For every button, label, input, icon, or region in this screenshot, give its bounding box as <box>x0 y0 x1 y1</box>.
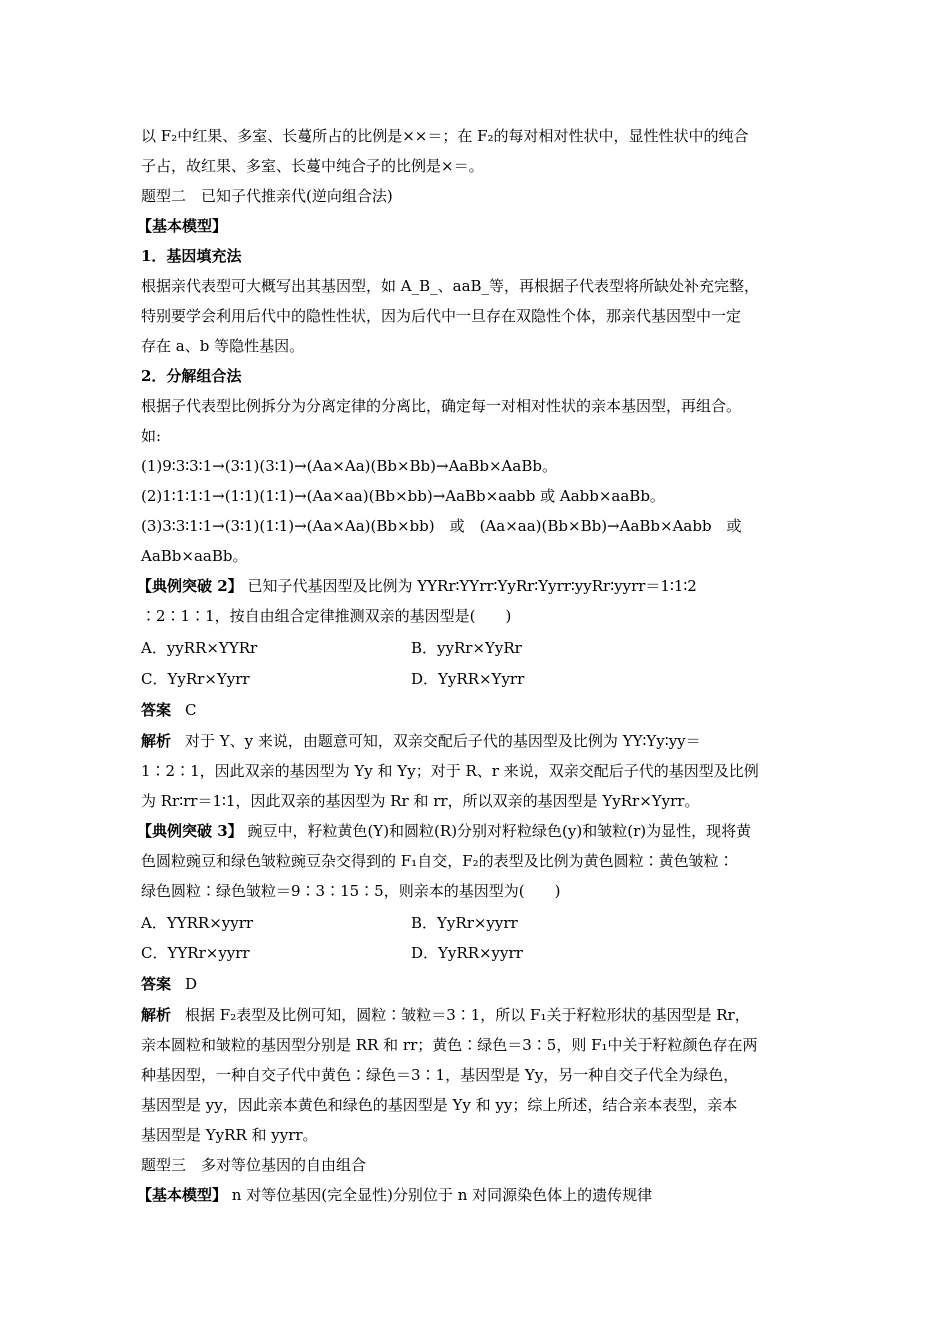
explanation-line: 基因型是 YyRR 和 yyrr。 <box>141 1126 318 1144</box>
explanation-line: 1∶2∶1，因此双亲的基因型为 Yy 和 Yy；对于 R、r 来说，双亲交配后子代的基因型及比例 <box>141 762 759 780</box>
answer-value: D <box>185 975 198 993</box>
case3-label: 【典例突破 3】 <box>137 822 243 840</box>
case2-option-b: B．yyRr×YyRr <box>411 639 522 657</box>
case3-answer <box>141 974 197 994</box>
explanation-label: 解析 <box>141 1006 172 1024</box>
case3-option-c: C．YYRr×yyrr <box>141 944 250 962</box>
explanation-text: 对于 Y、y 来说，由题意可知，双亲交配后子代的基因型及比例为 YY∶Yy∶yy＝ <box>185 732 701 750</box>
case2-option-a: A．yyRR×YYRr <box>141 639 258 657</box>
example-line: AaBb×aaBb。 <box>141 547 248 565</box>
answer-value: C <box>185 701 197 719</box>
answer-label: 答案 <box>141 975 172 993</box>
section-title-type3: 题型三 多对等位基因的自由组合 <box>141 1156 367 1174</box>
explanation-text: 根据 F₂表型及比例可知，圆粒∶皱粒＝3∶1，所以 F₁关于籽粒形状的基因型是 Rr， <box>185 1006 750 1024</box>
paragraph-line: 特别要学会利用后代中的隐性性状，因为后代中一旦存在双隐性个体，那亲代基因型中一定 <box>141 307 742 325</box>
model-heading: 【基本模型】 <box>137 217 228 235</box>
example-line: (1)9∶3∶3∶1→(3∶1)(3∶1)→(Aa×Aa)(Bb×Bb)→AaBb×AaBb。 <box>141 457 557 475</box>
paragraph-line: 根据子代表型比例拆分为分离定律的分离比，确定每一对相对性状的亲本基因型，再组合。 <box>141 397 742 415</box>
case2-option-c: C．YyRr×Yyrr <box>141 670 250 688</box>
answer-label: 答案 <box>141 701 172 719</box>
explanation-line: 基因型是 yy，因此亲本黄色和绿色的基因型是 Yy 和 yy；综上所述，结合亲本表型，亲本 <box>141 1096 738 1114</box>
example-line: (2)1∶1∶1∶1→(1∶1)(1∶1)→(Aa×aa)(Bb×bb)→AaBb×aabb 或 Aabb×aaBb。 <box>141 487 665 505</box>
case2-label: 【典例突破 2】 <box>137 577 243 595</box>
paragraph-line: 根据亲代表型可大概写出其基因型，如 A_B_、aaB_等，再根据子代表型将所缺处补充完整， <box>141 277 760 295</box>
case2-explanation <box>141 731 701 751</box>
case3-question-cont: 绿色圆粒∶绿色皱粒＝9∶3∶15∶5，则亲本的基因型为( ) <box>141 882 561 900</box>
explanation-label: 解析 <box>141 732 172 750</box>
case2-question <box>137 576 697 596</box>
type3-model <box>137 1185 652 1205</box>
model-heading: 【基本模型】 <box>137 1186 228 1204</box>
case2-question-cont: ∶2∶1∶1，按自由组合定律推测双亲的基因型是( ) <box>141 607 512 625</box>
explanation-line: 为 Rr∶rr＝1∶1，因此双亲的基因型为 Rr 和 rr，所以双亲的基因型是 YyRr×Yyrr。 <box>141 792 700 810</box>
paragraph-line: 以 F₂中红果、多室、长蔓所占的比例是××＝；在 F₂的每对相对性状中，显性性状中的纯合 <box>141 127 749 145</box>
case3-option-b: B．YyRr×yyrr <box>411 914 518 932</box>
case3-option-d: D．YyRR×yyrr <box>411 944 523 962</box>
method2-title: 2．分解组合法 <box>141 367 242 385</box>
paragraph-line: 如: <box>141 427 162 445</box>
case3-question <box>137 821 751 841</box>
explanation-line: 种基因型，一种自交子代中黄色∶绿色＝3∶1，基因型是 Yy，另一种自交子代全为绿色， <box>141 1066 739 1084</box>
case2-option-d: D．YyRR×Yyrr <box>411 670 525 688</box>
paragraph-line: 子占，故红果、多室、长蔓中纯合子的比例是×＝。 <box>141 157 484 175</box>
case3-question-text: 豌豆中，籽粒黄色(Y)和圆粒(R)分别对籽粒绿色(y)和皱粒(r)为显性，现将黄 <box>247 822 752 840</box>
case2-answer <box>141 700 197 720</box>
case2-question-text: 已知子代基因型及比例为 YYRr∶YYrr∶YyRr∶Yyrr∶yyRr∶yyrr＝1∶1∶2 <box>247 577 697 595</box>
method1-title: 1．基因填充法 <box>141 247 242 265</box>
case3-question-cont: 色圆粒豌豆和绿色皱粒豌豆杂交得到的 F₁自交，F₂的表型及比例为黄色圆粒∶黄色皱粒∶ <box>141 852 734 870</box>
example-line: (3)3∶3∶1∶1→(3∶1)(1∶1)→(Aa×Aa)(Bb×bb) 或 (Aa×aa)(Bb×Bb)→AaBb×Aabb 或 <box>141 517 742 535</box>
model-text: n 对等位基因(完全显性)分别位于 n 对同源染色体上的遗传规律 <box>231 1186 653 1204</box>
case3-option-a: A．YYRR×yyrr <box>141 914 254 932</box>
paragraph-line: 存在 a、b 等隐性基因。 <box>141 337 305 355</box>
case3-explanation <box>141 1005 750 1025</box>
explanation-line: 亲本圆粒和皱粒的基因型分别是 RR 和 rr；黄色∶绿色＝3∶5，则 F₁中关于籽粒颜色存在两 <box>141 1036 758 1054</box>
section-title-type2: 题型二 已知子代推亲代(逆向组合法) <box>141 187 393 205</box>
